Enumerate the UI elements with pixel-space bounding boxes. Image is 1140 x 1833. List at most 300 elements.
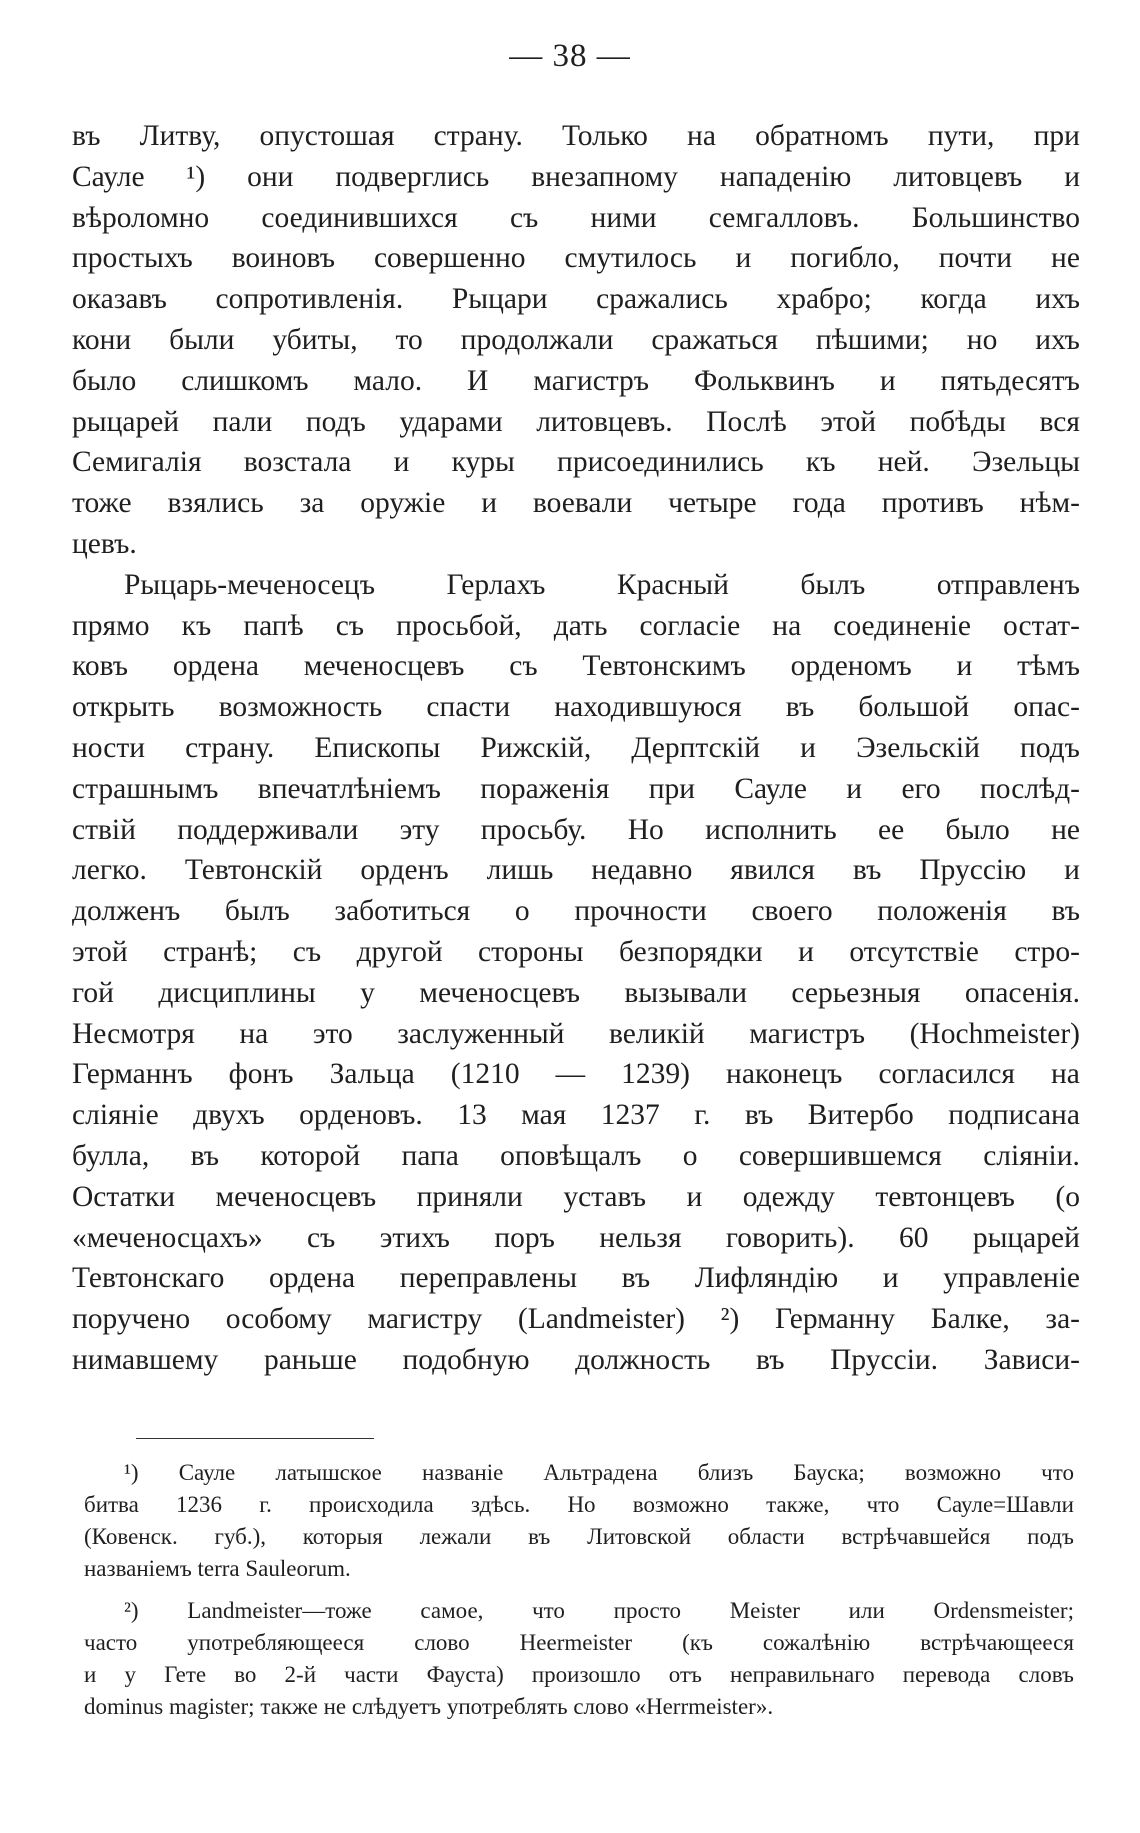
page-number: — 38 —	[509, 38, 631, 74]
text-line	[72, 973, 1080, 1014]
word: которыя	[302, 1524, 383, 1549]
word: взялись	[167, 487, 264, 520]
text-line	[72, 769, 1080, 810]
word: перевода	[902, 1662, 991, 1687]
word: битва	[84, 1492, 139, 1517]
word: г.	[694, 1099, 711, 1132]
word: Дерптскій	[631, 731, 761, 764]
word: папа	[401, 1139, 459, 1172]
word: то	[395, 323, 423, 356]
word: въ	[1051, 895, 1080, 928]
word: мало.	[353, 364, 423, 397]
word: должность	[575, 1343, 711, 1376]
word: слово	[414, 1630, 470, 1655]
word: встрѣчающееся	[920, 1630, 1074, 1655]
word: Германнъ	[72, 1058, 193, 1091]
word: Ordensmeister;	[933, 1598, 1074, 1623]
footnote-line: названіемъ terra Sauleorum.	[84, 1556, 351, 1581]
word: Германну	[774, 1303, 896, 1336]
word: подъ	[1019, 731, 1080, 764]
word: тевтонцевъ	[875, 1180, 1015, 1213]
word: тѣмъ	[1017, 650, 1080, 683]
word: храбро;	[776, 283, 872, 316]
word: странѣ;	[163, 935, 258, 968]
word: меченосцевъ	[215, 1180, 377, 1213]
word: Но	[567, 1492, 596, 1517]
word: здѣсь.	[470, 1492, 531, 1517]
word: поддерживали	[177, 813, 359, 846]
word: пѣшими;	[815, 323, 929, 356]
word: словъ	[1018, 1662, 1074, 1687]
word: оповѣщалъ	[500, 1139, 642, 1172]
word: легко.	[72, 854, 147, 887]
word: встрѣчавшейся	[841, 1524, 991, 1549]
word: Эзельцы	[971, 446, 1080, 479]
text-line	[72, 810, 1080, 851]
word: заботиться	[334, 895, 471, 928]
word: ударами	[399, 405, 503, 438]
word: рыцарей	[972, 1221, 1080, 1254]
word: Фольквинъ	[693, 364, 835, 397]
word: ности	[72, 731, 146, 764]
word: не	[1051, 813, 1080, 846]
word: названіе	[422, 1460, 504, 1485]
text-line	[72, 850, 1080, 891]
word: и	[800, 731, 816, 764]
word: неправильнаго	[730, 1662, 875, 1687]
word: пораженія	[480, 772, 610, 805]
word: подверглись	[335, 160, 490, 193]
word: г.	[259, 1492, 272, 1517]
word: (къ	[682, 1630, 713, 1655]
word: ковъ	[72, 650, 129, 683]
word: губ.),	[214, 1524, 267, 1549]
word: опасенія.	[964, 976, 1080, 1009]
footnote-line	[84, 1457, 1074, 1489]
word: заслуженный	[397, 1017, 565, 1050]
word: 60	[898, 1221, 929, 1254]
word: Тевтонскаго	[72, 1262, 225, 1295]
word: въ	[72, 120, 101, 152]
footnote-1	[84, 1457, 1074, 1585]
word: отъ	[668, 1662, 702, 1687]
word: Сауле=Шавли	[936, 1492, 1074, 1517]
word: это	[312, 1017, 353, 1050]
word: съ	[306, 1221, 336, 1254]
word: продолжали	[460, 323, 614, 356]
word: лишь	[486, 854, 554, 887]
word: вѣроломно	[72, 201, 210, 234]
word: меченосцевъ	[303, 650, 465, 683]
word: погибло,	[790, 242, 900, 275]
word: съ	[509, 650, 538, 683]
word: и	[393, 446, 410, 479]
word: его	[901, 772, 941, 805]
word: Пруссіи.	[830, 1343, 939, 1376]
word: спасти	[426, 691, 511, 724]
word: остат-	[1003, 609, 1080, 642]
word: Лифляндію	[694, 1262, 839, 1295]
word: на	[687, 120, 716, 152]
word: куры	[451, 446, 515, 479]
word: во	[234, 1662, 257, 1687]
word: Но	[627, 813, 664, 846]
word: Heermeister	[519, 1630, 633, 1655]
word: Альтрадена	[543, 1460, 658, 1485]
word: двухъ	[193, 1099, 265, 1132]
word: великій	[609, 1017, 705, 1050]
word: внезапному	[531, 160, 678, 193]
word: этой	[820, 405, 877, 438]
word: возможно	[632, 1492, 729, 1517]
text-line	[72, 646, 1080, 687]
word: одежду	[742, 1180, 835, 1213]
word: опас-	[1013, 691, 1080, 724]
word: опустошая	[259, 120, 395, 152]
word: страну.	[433, 120, 523, 152]
footnote-line	[84, 1489, 1074, 1521]
text-line: цевъ.	[72, 527, 137, 560]
word: пали	[212, 405, 273, 438]
word: ²)	[720, 1303, 740, 1336]
word: впечатлѣніемъ	[257, 772, 441, 805]
word: своего	[751, 895, 833, 928]
word: къ	[181, 609, 212, 642]
word: часто	[84, 1630, 138, 1655]
word: соединившихся	[261, 201, 458, 234]
footnote-line	[84, 1627, 1074, 1659]
word: Литовской	[587, 1524, 691, 1549]
text-line	[72, 728, 1080, 769]
footnote-line	[84, 1521, 1074, 1553]
word: орденъ	[360, 854, 449, 887]
word: которой	[260, 1139, 361, 1172]
word: магистру	[367, 1303, 483, 1336]
word: пятьдесятъ	[940, 364, 1080, 397]
text-line	[72, 1095, 1080, 1136]
word: Гете	[164, 1662, 207, 1687]
word: когда	[920, 283, 987, 316]
word: явился	[730, 854, 815, 887]
word: смутилось	[564, 242, 697, 275]
text-line	[72, 1258, 1080, 1299]
word: Епископы	[314, 731, 441, 764]
word: латышское	[275, 1460, 382, 1485]
main-text	[72, 116, 1080, 1381]
word: И	[467, 364, 489, 397]
word: Литву,	[139, 120, 221, 152]
word: присоединились	[557, 446, 764, 479]
word: Остатки	[72, 1180, 175, 1213]
word: слишкомъ	[181, 364, 309, 397]
word: 13	[457, 1099, 487, 1132]
word: ней.	[877, 446, 930, 479]
word: открыть	[72, 691, 175, 724]
word: и	[735, 242, 752, 275]
word: переправлены	[399, 1262, 578, 1295]
word: нападенію	[719, 160, 852, 193]
word: подъ	[305, 405, 366, 438]
word: просьбу.	[480, 813, 587, 846]
word: Балке,	[930, 1303, 1010, 1336]
word: поръ	[494, 1221, 555, 1254]
word: просто	[613, 1598, 681, 1623]
word: Эзельскій	[856, 731, 980, 764]
word: но	[966, 323, 998, 356]
word: на	[772, 609, 802, 642]
word: и	[1064, 160, 1080, 193]
word: 1236	[176, 1492, 223, 1517]
word: въ	[756, 1343, 785, 1376]
word: согласіе	[639, 609, 741, 642]
word: не	[1051, 242, 1080, 275]
word: уставъ	[563, 1180, 646, 1213]
word: и	[84, 1662, 97, 1687]
word: возстала	[243, 446, 352, 479]
word: сожалѣнію	[762, 1630, 871, 1655]
word: почти	[938, 242, 1013, 275]
word: ихъ	[1035, 323, 1080, 356]
word: литовцевъ.	[536, 405, 673, 438]
word: сражались	[596, 283, 728, 316]
word: меченосцевъ	[419, 976, 580, 1009]
word: возможность	[218, 691, 383, 724]
text-line	[72, 483, 1080, 524]
word: кони	[72, 323, 132, 356]
word: и	[686, 1180, 703, 1213]
word: въ	[190, 1139, 220, 1172]
word: вся	[1039, 405, 1080, 438]
word: и	[1064, 854, 1080, 887]
footnote-line	[84, 1595, 1074, 1627]
word: соединеніе	[833, 609, 971, 642]
word: о	[682, 1139, 698, 1172]
text-line	[72, 1177, 1080, 1218]
word: тоже	[72, 487, 132, 520]
word: находившуюся	[554, 691, 742, 724]
word: (о	[1055, 1180, 1080, 1213]
word: прочности	[574, 895, 707, 928]
word: дать	[553, 609, 608, 642]
word: стро-	[1014, 935, 1080, 968]
word: нѣм-	[1019, 487, 1080, 520]
word: вызывали	[624, 976, 747, 1009]
word: раньше	[263, 1343, 357, 1376]
word: воиновъ	[231, 242, 335, 275]
word: стороны	[478, 935, 584, 968]
word: въ	[621, 1262, 651, 1295]
word: магистръ	[749, 1017, 866, 1050]
word: совершенно	[373, 242, 526, 275]
word: они	[247, 160, 294, 193]
word: произошло	[531, 1662, 641, 1687]
word: поручено	[72, 1303, 191, 1336]
word: за	[299, 487, 325, 520]
word: Сауле	[72, 160, 145, 193]
word: лежали	[419, 1524, 492, 1549]
word: при	[1033, 120, 1080, 152]
word: этой	[72, 935, 128, 968]
word: сліяніе	[72, 1099, 159, 1132]
footnote-2	[84, 1595, 1074, 1723]
word: что	[532, 1598, 565, 1623]
word: съ	[335, 609, 365, 642]
word: Landmeister—тоже	[187, 1598, 372, 1623]
word: Бауска;	[793, 1460, 865, 1485]
word: на	[1051, 1058, 1080, 1091]
word: ¹)	[124, 1460, 139, 1485]
word: семгалловъ.	[708, 201, 860, 234]
word: подобную	[402, 1343, 530, 1376]
text-line	[72, 1136, 1080, 1177]
word: на	[239, 1017, 269, 1050]
word: Рыцари	[451, 283, 548, 316]
word: Герлахъ	[446, 568, 546, 601]
text-line	[72, 361, 1080, 402]
word: ¹)	[186, 160, 206, 193]
word: при	[648, 772, 696, 805]
word: (Landmeister)	[517, 1303, 685, 1336]
word: въ	[852, 854, 882, 887]
text-line	[72, 1054, 1080, 1095]
word: употребляющееся	[187, 1630, 365, 1655]
text-line	[72, 606, 1080, 647]
word: прямо	[72, 609, 150, 642]
text-line	[72, 1340, 1080, 1381]
word: части	[344, 1662, 399, 1687]
word: (1210	[450, 1058, 520, 1091]
word: ихъ	[1035, 283, 1080, 316]
word: положенія	[877, 895, 1007, 928]
word: къ	[805, 446, 836, 479]
word: Meister	[729, 1598, 800, 1623]
word: побѣды	[909, 405, 1006, 438]
word: безпорядки	[618, 935, 763, 968]
word: происходила	[309, 1492, 434, 1517]
word: (Hochmeister)	[909, 1017, 1080, 1050]
word: Послѣ	[706, 405, 787, 438]
word: фонъ	[228, 1058, 294, 1091]
word: въ	[785, 691, 815, 724]
word: и	[798, 935, 814, 968]
word: другой	[356, 935, 443, 968]
word: сліяніи.	[983, 1139, 1080, 1172]
footnote-gap	[84, 1585, 1074, 1595]
word: у	[124, 1662, 136, 1687]
text-line	[72, 1218, 1080, 1259]
word: 1237	[600, 1099, 660, 1132]
word: магистръ	[533, 364, 650, 397]
word: исполнить	[705, 813, 837, 846]
word: о	[514, 895, 530, 928]
word: Тевтонскимъ	[582, 650, 746, 683]
word: ее	[878, 813, 905, 846]
word: оружіе	[360, 487, 446, 520]
word: сопротивленія.	[215, 283, 404, 316]
text-line	[72, 687, 1080, 728]
word: папѣ	[243, 609, 304, 642]
word: орденовъ.	[299, 1099, 423, 1132]
word: простыхъ	[72, 242, 193, 275]
word: и	[846, 772, 863, 805]
word: въ	[528, 1524, 551, 1549]
footnotes	[84, 1457, 1074, 1723]
word: особому	[225, 1303, 332, 1336]
text-line	[72, 932, 1080, 973]
word: нимавшему	[72, 1343, 219, 1376]
footnote-divider	[136, 1438, 374, 1439]
word: Красный	[616, 568, 729, 601]
word: рыцарей	[72, 405, 180, 438]
word: Сауле	[734, 772, 807, 805]
text-line	[72, 157, 1080, 198]
word: или	[848, 1598, 885, 1623]
text-line	[72, 442, 1080, 483]
word: воевали	[532, 487, 633, 520]
word: были	[169, 323, 235, 356]
word: подъ	[1027, 1524, 1074, 1549]
word: булла,	[72, 1139, 150, 1172]
word: ордена	[172, 650, 259, 683]
word: Рижскій,	[480, 731, 592, 764]
word: за-	[1045, 1303, 1080, 1336]
word: сражаться	[651, 323, 779, 356]
word: 2-й	[284, 1662, 316, 1687]
word: страну.	[185, 731, 275, 764]
word: нельзя	[599, 1221, 682, 1254]
text-line	[72, 116, 1080, 157]
word: и	[481, 487, 498, 520]
word: убиты,	[272, 323, 358, 356]
word: съ	[509, 201, 539, 234]
text-line	[72, 238, 1080, 279]
word: Сауле	[178, 1460, 236, 1485]
text-line	[72, 198, 1080, 239]
word: страшнымъ	[72, 772, 219, 805]
word: Зависи-	[983, 1343, 1080, 1376]
word: также,	[766, 1492, 830, 1517]
word: Большинство	[911, 201, 1080, 234]
word: Семигалія	[72, 446, 202, 479]
word: ²)	[124, 1598, 139, 1623]
footnote-line	[84, 1659, 1074, 1691]
word: эту	[399, 813, 440, 846]
text-line	[72, 320, 1080, 361]
word: приняли	[416, 1180, 523, 1213]
word: и	[879, 364, 896, 397]
word: говорить).	[725, 1221, 855, 1254]
word: съ	[292, 935, 322, 968]
word: (Ковенск.	[84, 1524, 178, 1549]
text-line	[72, 279, 1080, 320]
word: было	[72, 364, 137, 397]
word: серьезныя	[791, 976, 921, 1009]
word: въ	[744, 1099, 774, 1132]
word: ордена	[269, 1262, 356, 1295]
word: у	[360, 976, 375, 1009]
text-line	[72, 1014, 1080, 1055]
word: четыре	[668, 487, 757, 520]
word: противъ	[881, 487, 984, 520]
word: гой	[72, 976, 114, 1009]
word: самое,	[420, 1598, 484, 1623]
word: Пруссію	[919, 854, 1027, 887]
word: отсутствіе	[849, 935, 979, 968]
word: возможно	[904, 1460, 1002, 1485]
word: было	[945, 813, 1010, 846]
word: близъ	[697, 1460, 754, 1485]
word: Рыцарь-меченосецъ	[124, 568, 375, 601]
